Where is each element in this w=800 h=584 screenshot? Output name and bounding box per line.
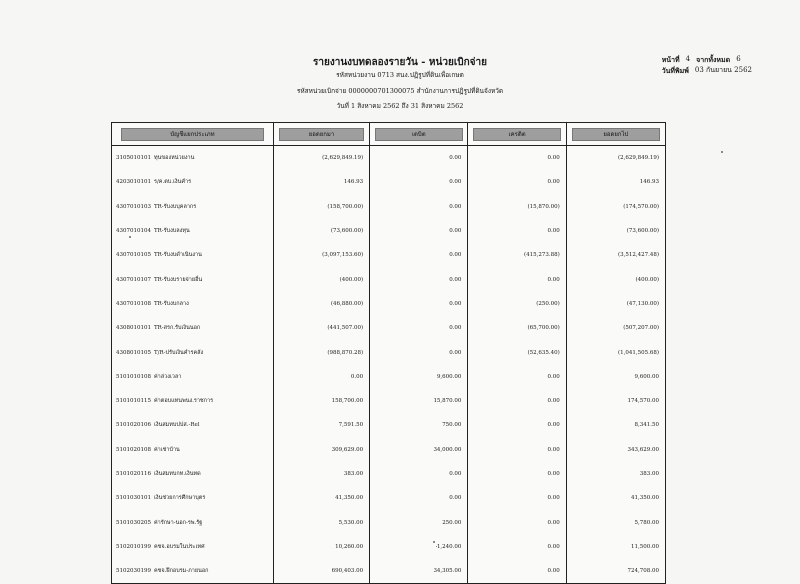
carried-forward-value: (507,207.00) xyxy=(623,325,660,332)
table-row-account xyxy=(112,340,273,364)
carried-forward-value: (73,600.00) xyxy=(626,228,660,235)
account-code: 4307010104 xyxy=(116,228,151,235)
account-name: TR-รับงบกลาง xyxy=(154,300,189,307)
page-label: หน้าที่ xyxy=(661,55,680,64)
scan-speck xyxy=(436,546,437,547)
brought-forward-value: (441,507.00) xyxy=(327,325,364,332)
account-code: 5101010108 xyxy=(116,373,151,380)
table-row-account xyxy=(112,535,273,559)
column-brought-forward xyxy=(274,146,370,583)
brought-forward-value: 7,591.50 xyxy=(338,422,364,429)
carried-forward-value: (174,570.00) xyxy=(623,203,660,210)
debit-value: 9,600.00 xyxy=(436,373,462,380)
carried-forward-value: 343,629.00 xyxy=(627,446,660,453)
debit-value: 0.00 xyxy=(449,325,462,332)
table-row-account xyxy=(112,146,273,170)
header-credit: เครดิต xyxy=(473,128,561,141)
brought-forward-value: (400.00) xyxy=(339,276,364,283)
table-row-account xyxy=(112,510,273,534)
print-date: 03 กันยายน 2562 xyxy=(694,66,752,74)
brought-forward-value: (73,600.00) xyxy=(330,228,364,235)
credit-value: 0.00 xyxy=(547,276,560,283)
account-name: ค่าเช่าบ้าน xyxy=(154,446,180,453)
scan-speck xyxy=(129,236,131,238)
credit-value: (52,635.40) xyxy=(527,349,560,356)
account-name: TR-รับงบรายจ่ายอื่น xyxy=(154,276,203,283)
brought-forward-value: 383.00 xyxy=(343,471,364,477)
debit-value: 34,000.00 xyxy=(433,446,462,453)
credit-value: 0.00 xyxy=(547,398,560,405)
brought-forward-value: (3,097,153.60) xyxy=(322,252,364,259)
credit-value: 0.00 xyxy=(547,228,560,235)
credit-value: (415,273.88) xyxy=(523,252,560,259)
brought-forward-value: 690,403.00 xyxy=(331,568,364,575)
carried-forward-value: 174,570.00 xyxy=(627,398,660,405)
account-code: 5101010115 xyxy=(116,398,151,405)
account-code: 4307010108 xyxy=(116,300,151,307)
debit-value: 1,240.00 xyxy=(436,543,462,550)
debit-value: 0.00 xyxy=(449,349,462,356)
table-row-account xyxy=(112,316,273,340)
credit-value: 0.00 xyxy=(547,155,560,162)
debit-value: 0.00 xyxy=(449,179,462,186)
account-name: เงินสมทบกท.เงินทด xyxy=(154,471,201,477)
debit-value: 0.00 xyxy=(449,276,462,283)
account-code: 5102010199 xyxy=(116,543,151,550)
account-code: 4308010101 xyxy=(116,325,151,332)
carried-forward-value: 146.93 xyxy=(639,179,660,186)
debit-value: 0.00 xyxy=(449,495,462,502)
table-row-account xyxy=(112,292,273,316)
debit-value: 0.00 xyxy=(449,228,462,235)
credit-value: 0.00 xyxy=(547,422,560,429)
column-credit xyxy=(468,146,566,583)
period-line: วันที่ 1 สิงหาคม 2562 ถึง 31 สิงหาคม 2562 xyxy=(336,102,464,110)
carried-forward-value: 8,341.50 xyxy=(634,422,660,429)
header-account: บัญชีแยกประเภท xyxy=(121,128,265,141)
account-name: ร/ค.ตบ.เงินคำร xyxy=(154,179,192,186)
credit-value: (65,700.00) xyxy=(527,325,560,332)
account-name: คชจ.อบรมในประเทศ xyxy=(154,543,205,550)
table-body xyxy=(112,146,665,583)
carried-forward-value: 5,780.00 xyxy=(634,519,660,526)
carried-forward-value: (1,041,505.68) xyxy=(617,349,660,356)
table-row-account xyxy=(112,462,273,486)
credit-value: 0.00 xyxy=(547,446,560,453)
carried-forward-value: 724,708.00 xyxy=(627,568,660,575)
account-name: TR-รับงบลงทุน xyxy=(154,228,190,235)
table-row-account xyxy=(112,243,273,267)
debit-value: 0.00 xyxy=(449,203,462,210)
brought-forward-value: 0.00 xyxy=(350,373,364,380)
table-row-account xyxy=(112,195,273,219)
trial-balance-table xyxy=(111,122,666,584)
carried-forward-value: (47,130.00) xyxy=(626,300,660,307)
column-debit xyxy=(370,146,468,583)
carried-forward-value: 11,500.00 xyxy=(631,543,660,550)
page-of-label: จากทั้งหมด xyxy=(696,55,731,64)
header-brought-forward: ยอดยกมา xyxy=(279,128,365,141)
table-row-account xyxy=(112,486,273,510)
account-code: 5101020106 xyxy=(116,422,151,429)
report-title: รายงานงบทดลองรายวัน - หน่วยเบิกจ่าย xyxy=(313,57,487,68)
debit-value: 0.00 xyxy=(449,300,462,307)
credit-value: 0.00 xyxy=(547,179,560,186)
credit-value: 0.00 xyxy=(547,543,560,550)
table-row-account xyxy=(112,438,273,462)
table-row-account xyxy=(112,389,273,413)
account-code: 5102030199 xyxy=(116,568,151,575)
account-name: TR-สรก.รับเงินนอก xyxy=(154,325,201,332)
carried-forward-value: (2,629,849.19) xyxy=(617,155,660,162)
table-row-account xyxy=(112,219,273,243)
credit-value: 0.00 xyxy=(547,519,560,526)
scan-speck xyxy=(433,541,435,543)
carried-forward-value: 9,600.00 xyxy=(634,373,660,380)
brought-forward-value: 158,700.00 xyxy=(331,398,364,405)
table-row-account xyxy=(112,413,273,437)
account-code: 3105010101 xyxy=(116,155,151,162)
brought-forward-value: 10,260.00 xyxy=(335,543,364,550)
carried-forward-value: 41,350.00 xyxy=(631,495,660,502)
debit-value: 250.00 xyxy=(442,519,462,526)
account-name: เงินสมทบปปส.-Rel xyxy=(154,422,200,429)
credit-value: (15,870.00) xyxy=(527,203,560,210)
debit-value: 0.00 xyxy=(449,252,462,259)
credit-value: 0.00 xyxy=(547,568,560,575)
scan-speck xyxy=(721,151,723,153)
brought-forward-value: (988,870.28) xyxy=(327,349,364,356)
column-carried-forward xyxy=(567,146,665,583)
table-row-account xyxy=(112,170,273,194)
page-number: 4 xyxy=(685,55,691,63)
brought-forward-value: (46,880.00) xyxy=(330,300,364,307)
table-row-account xyxy=(112,559,273,583)
account-name: TR-รับงบบุคลากร xyxy=(154,203,197,210)
account-name: คชจ.ฝึกอบรม-ภายนอก xyxy=(154,568,209,575)
brought-forward-value: 146.93 xyxy=(343,179,364,186)
account-code: 5101020116 xyxy=(116,471,151,477)
unit-line: รหัสหน่วยงาน 0713 สนง.ปฏิรูปที่ดินเพื่อเกษต xyxy=(336,71,464,79)
carried-forward-value: (400.00) xyxy=(635,276,660,283)
account-code: 4307010107 xyxy=(116,276,151,283)
print-date-label: วันที่พิมพ์ xyxy=(661,66,689,75)
header-carried-forward: ยอดยกไป xyxy=(572,128,660,141)
account-code: 4308010105 xyxy=(116,349,151,356)
account-code: 5101030101 xyxy=(116,495,151,502)
debit-value: 15,870.00 xyxy=(433,398,462,405)
debit-value: 34,305.00 xyxy=(433,568,462,575)
account-name: ค่ารักษา-นอก-รพ.รัฐ xyxy=(154,519,203,526)
account-code: 4307010105 xyxy=(116,252,151,259)
carried-forward-value: 383.00 xyxy=(639,471,660,477)
account-name: ทุนของหน่วยงาน xyxy=(154,155,195,162)
credit-value: 0.00 xyxy=(547,373,560,380)
carried-forward-value: (3,512,427.48) xyxy=(617,252,660,259)
credit-value: 0.00 xyxy=(547,495,560,502)
account-name: เงินช่วยการศึกษาบุตร xyxy=(154,495,206,502)
column-account xyxy=(112,146,274,583)
disbursement-unit-line: รหัสหน่วยเบิกจ่าย 0000000701300075 สำนักงานการปฏิรูปที่ดินจังหวัด xyxy=(296,87,504,95)
page-total: 6 xyxy=(736,55,741,63)
account-name: T/R-ปรับเงินคำรคลัง xyxy=(154,349,204,356)
credit-value: 0.00 xyxy=(547,471,560,477)
table-row-account xyxy=(112,365,273,389)
account-name: TR-รับงบดำเนินงาน xyxy=(154,252,202,259)
account-name: ค่าล่วงเวลา xyxy=(154,373,182,380)
brought-forward-value: 309,629.00 xyxy=(331,446,364,453)
debit-value: 750.00 xyxy=(442,422,462,429)
brought-forward-value: 5,530.00 xyxy=(338,519,364,526)
debit-value: 0.00 xyxy=(449,471,462,477)
credit-value: (250.00) xyxy=(536,300,560,307)
account-code: 5101030205 xyxy=(116,519,151,526)
table-row-account xyxy=(112,267,273,291)
brought-forward-value: 41,350.00 xyxy=(335,495,364,502)
brought-forward-value: (2,629,849.19) xyxy=(322,155,364,162)
account-name: ค่าตอบแทนพนง.ราชการ xyxy=(154,398,214,405)
account-code: 4307010103 xyxy=(116,203,151,210)
debit-value: 0.00 xyxy=(449,155,462,162)
table-header xyxy=(112,123,665,146)
account-code: 4203010101 xyxy=(116,179,151,186)
account-code: 5101020108 xyxy=(116,446,151,453)
brought-forward-value: (158,700.00) xyxy=(327,203,364,210)
header-debit: เดบิต xyxy=(375,128,463,141)
